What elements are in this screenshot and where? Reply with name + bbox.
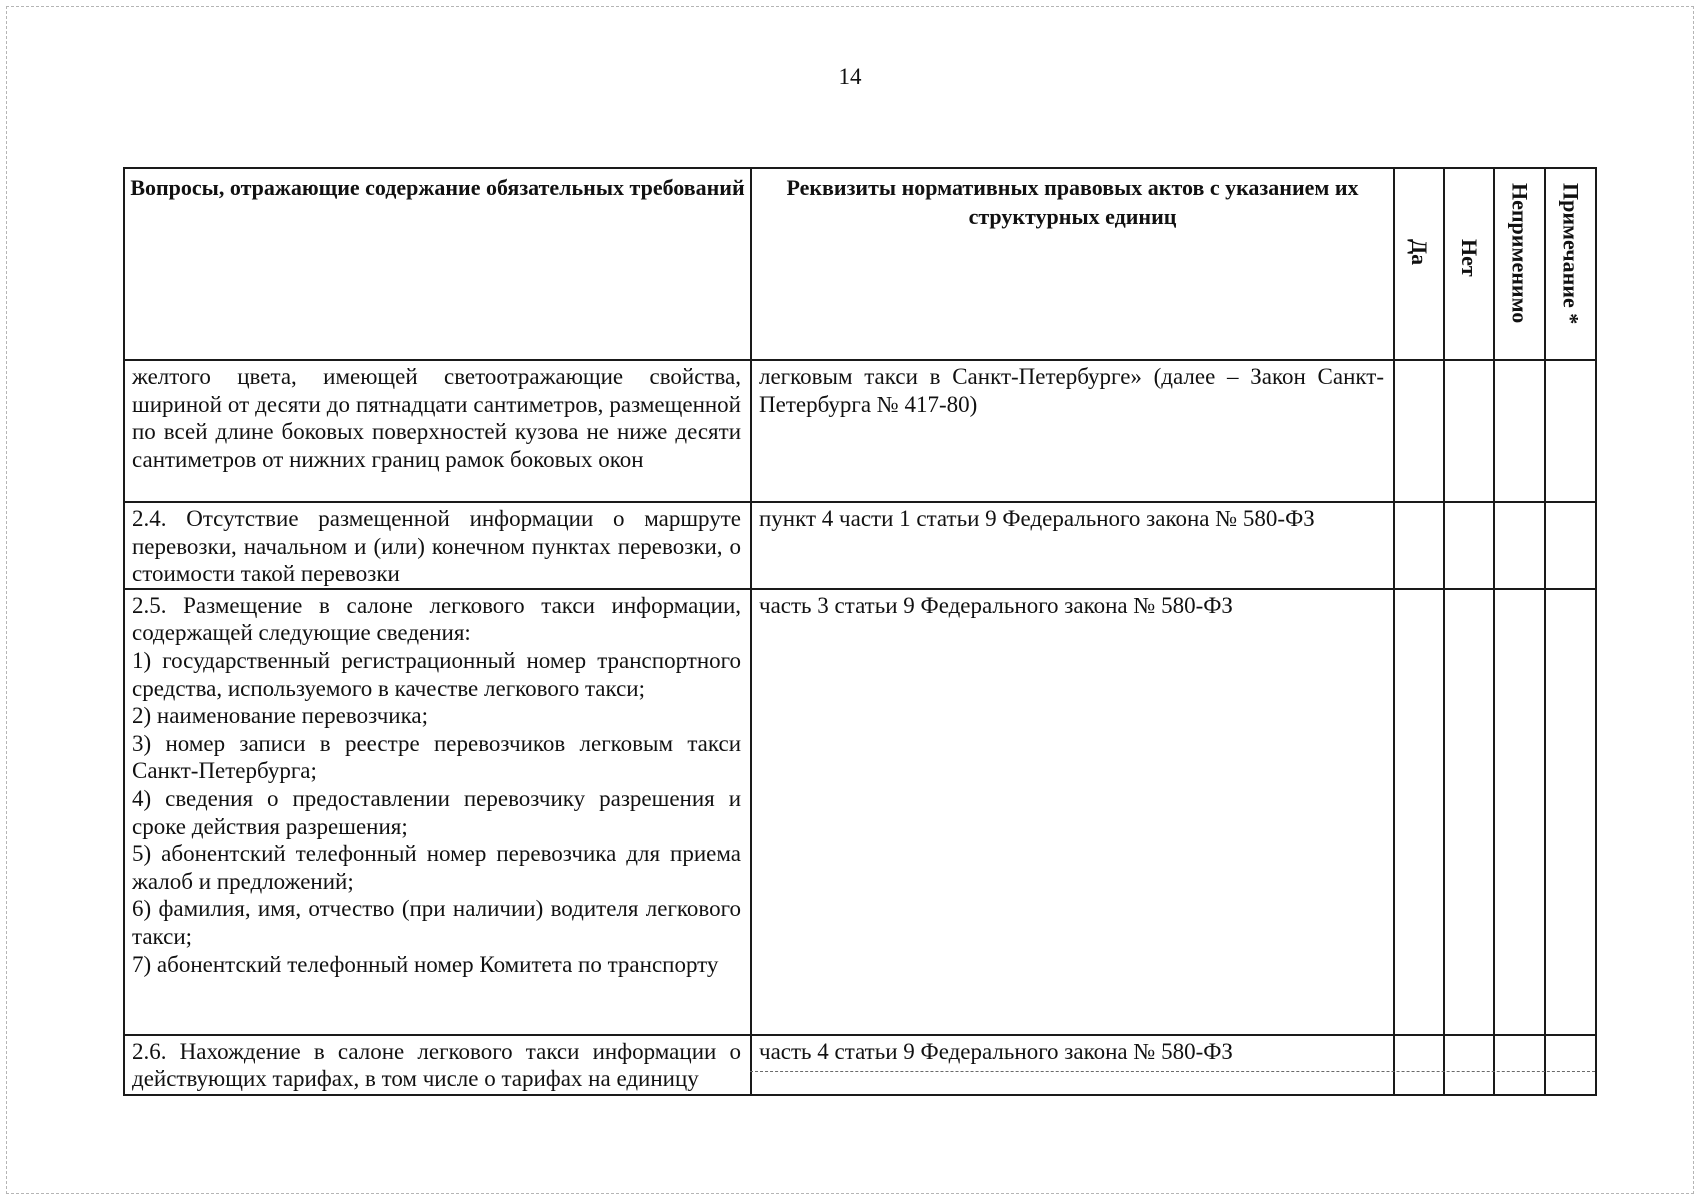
table-row — [124, 1035, 1596, 1095]
reference-cell: часть 3 статьи 9 Федерального закона № 580-ФЗ — [751, 589, 1394, 1035]
yes-cell — [1394, 360, 1444, 502]
note-cell — [1545, 502, 1596, 589]
note-cell — [1545, 1035, 1596, 1095]
no-cell — [1444, 360, 1494, 502]
not-applicable-cell — [1494, 502, 1545, 589]
question-cell: 2.6. Нахождение в салоне легкового такси информации о действующих тарифах, в том числе о тарифах на единицу — [124, 1035, 751, 1095]
header-reference: Реквизиты нормативных правовых актов с указанием их структурных единиц — [751, 168, 1394, 360]
question-paragraph: 1) государственный регистрационный номер транспортного средства, используемого в качестве легкового такси; — [132, 647, 741, 701]
page-cut-line — [750, 1071, 1595, 1072]
question-paragraph: 2) наименование перевозчика; — [132, 703, 429, 729]
reference-cell: легковым такси в Санкт-Петербурге» (далее – Закон Санкт-Петербурга № 417-80) — [751, 360, 1394, 502]
reference-cell: пункт 4 части 1 статьи 9 Федерального закона № 580-ФЗ — [751, 502, 1394, 589]
question-cell: желтого цвета, имеющей светоотражающие свойства, шириной от десяти до пятнадцати сантиметров, размещенной по всей длине боковых поверхностей кузова не ниже десяти сантиметров от нижних границ рамок боковых окон — [124, 360, 751, 502]
header-note: Примечание * — [1558, 183, 1584, 325]
note-cell — [1545, 589, 1596, 1035]
reference-cell: часть 4 статьи 9 Федерального закона № 580-ФЗ — [751, 1035, 1394, 1095]
yes-cell — [1394, 589, 1444, 1035]
question-paragraph: 3) номер записи в реестре перевозчиков легковым такси Санкт-Петербурга; — [132, 730, 741, 784]
header-no: Нет — [1457, 239, 1482, 277]
no-cell — [1444, 502, 1494, 589]
table-row — [124, 502, 1596, 589]
page-number: 14 — [838, 64, 862, 89]
header-no-cell — [1444, 168, 1494, 360]
note-cell — [1545, 360, 1596, 502]
question-paragraph: 2.5. Размещение в салоне легкового такси информации, содержащей следующие сведения: — [132, 592, 741, 646]
not-applicable-cell — [1494, 589, 1545, 1035]
header-question: Вопросы, отражающие содержание обязательных требований — [124, 168, 751, 360]
not-applicable-cell — [1494, 360, 1545, 502]
checklist-table — [123, 167, 1597, 1096]
header-yes: Да — [1407, 239, 1432, 266]
question-cell — [124, 589, 751, 1035]
question-paragraph: 6) фамилия, имя, отчество (при наличии) водителя легкового такси; — [132, 896, 741, 949]
table-header-row — [124, 168, 1596, 360]
question-cell: 2.4. Отсутствие размещенной информации о маршруте перевозки, начальном и (или) конечном пунктах перевозки, о стоимости такой перевозки — [124, 502, 751, 589]
yes-cell — [1394, 1035, 1444, 1095]
table-row — [124, 360, 1596, 502]
header-yes-cell — [1394, 168, 1444, 360]
yes-cell — [1394, 502, 1444, 589]
table-row — [124, 589, 1596, 1035]
question-paragraph: 5) абонентский телефонный номер перевозчика для приема жалоб и предложений; — [132, 841, 741, 894]
not-applicable-cell — [1494, 1035, 1545, 1095]
header-not-applicable-cell — [1494, 168, 1545, 360]
question-paragraph: 4) сведения о предоставлении перевозчику разрешения и сроке действия разрешения; — [132, 785, 741, 839]
no-cell — [1444, 589, 1494, 1035]
question-paragraph: 7) абонентский телефонный номер Комитета по транспорту — [132, 951, 719, 977]
no-cell — [1444, 1035, 1494, 1095]
header-note-cell — [1545, 168, 1596, 360]
header-not-applicable: Неприменимо — [1507, 183, 1533, 324]
